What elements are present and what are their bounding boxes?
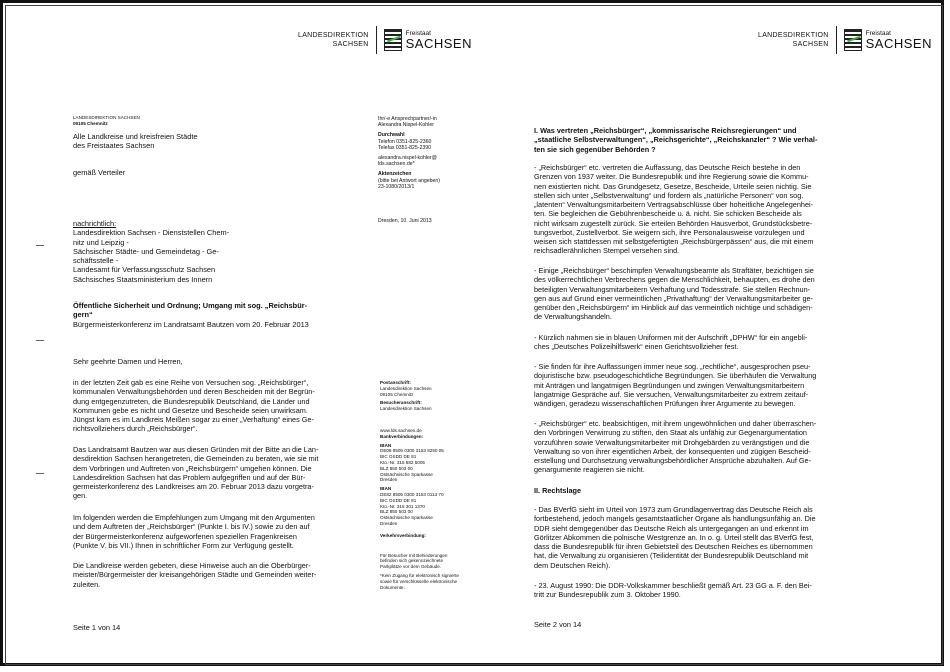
page-number: Seite 1 von 14	[73, 623, 121, 632]
letterhead-logo-page2	[758, 26, 932, 54]
paragraph-1: in der letzten Zeit gab es eine Reihe von Versuchen sog. „Reichsbürger“, kommunalen Verwaltungsbehörden und deren Bescheiden mit der Begrün- dung entgegenzutreten, die Bundesrepublik Deutschland, die Länder und Kommunen gebe es nicht und Gesetze und Bescheide seien unwirksam. Jüngst kam es im Landkreis Meißen sogar zu einer „Verhaftung“ eines Ge- richtsvollziehers durch „Reichsbürger“.	[73, 378, 315, 434]
subject-line: Öffentliche Sicherheit und Ordnung; Umgang mit sog. „Reichsbür- gern“	[73, 301, 308, 320]
letter-date: Dresden, 10. Juni 2013	[378, 218, 432, 224]
section-heading-2: II. Rechtslage	[534, 486, 582, 495]
saxony-crest-icon	[384, 29, 402, 51]
logo-authority-name: LANDESDIREKTION SACHSEN	[298, 32, 369, 48]
sender-line: LANDESDIREKTION SACHSEN 09105 Chemnitz	[73, 115, 140, 126]
distribution-note: gemäß Verteiler	[73, 168, 126, 177]
section-heading-1: I. Was vertreten „Reichsbürger“, „kommissarische Reichsregierungen“ und „staatliche Selbstverwaltungen“, „Reichsgerichte“, „Reichskanzler“ ? Wie verhal- ten sie sich gegenüber Behörden ?	[534, 126, 818, 154]
bullet-6: - Das BVerfG sieht im Urteil von 1973 zum Grundlagenvertrag das Deutsche Reich als fortbestehend, jedoch mangels gesamtstaatlicher Organe als handlungsunfähig an. Die DDR sieht demgegenüber das Deutsche Reich als untergegangen an und erkennt im Görlitzer Abkommen die polnische Westgrenze an. In o. g. Urteil stellt das BVerfG fest, dass die Bundesrepublik für ihren Gebietsteil des Deutschen Reiches es übernommen hat, die Verwaltung zu organisieren (Teilidentität der Bundesrepublik Deutschland mit dem Deutschen Reich).	[534, 505, 816, 570]
hole-mark	[36, 340, 44, 341]
bullet-7: - 23. August 1990: Die DDR-Volkskammer beschließt gemäß Art. 23 GG a. F. den Bei- tritt zur Bundesrepublik zum 3. Oktober 1990.	[534, 581, 812, 600]
bullet-1: - „Reichsbürger“ etc. vertreten die Auffassung, das Deutsche Reich bestehe in den Grenzen von 1937 weiter. Die Bundesrepublik und ihre Regierung sowie die Kommu- nen existierten nicht. Das Grundgesetz, Gesetze, Bescheide, Urteile seien nichtig. Sie stellen sich unter „Selbstverwaltung“ und fordern als „natürliche Personen“ von sog. „latenten“ Verwaltungsmitarbeitern Vertragsabschlüsse über hoheitliche Angelegenhei- ten. Sie begleichen die Gebührenbescheide u. ä. nicht. Sie schicken Bescheide als nicht wirksam zugestellt zurück. Sie erteilen Behörden Hausverbot, Grundstücksbetre- tungsverbot, Zustellverbot. Sie weigern sich, ihre Personalausweise vorzulegen und weisen sich stattdessen mit selbstgefertigten „Reichsbürgerpässen“ aus, die mit einem reichsadlerähnlichen Stempel versehen sind.	[534, 163, 814, 256]
bullet-3: - Kürzlich nahmen sie in blauen Uniformen mit der Aufschrift „DPHW“ für ein angebli- ches „Deutsches Polizeihilfswerk“ einen Gerichtsvollzieher fest.	[534, 333, 808, 352]
salutation: Sehr geehrte Damen und Herren,	[73, 357, 183, 366]
recipient-address: Alle Landkreise und kreisfreien Städte des Freistaates Sachsen	[73, 132, 198, 151]
logo-authority-name: LANDESDIREKTION SACHSEN	[758, 32, 829, 48]
logo-freistaat: Freistaat SACHSEN	[405, 30, 472, 51]
subject-subline: Bürgermeisterkonferenz im Landratsamt Bautzen vom 20. Februar 2013	[73, 320, 309, 329]
bullet-4: - Sie finden für ihre Auffassungen immer neue sog. „rechtliche“, ausgesprochen pseu- dojuristische bzw. pseudogeschichtliche Begründungen. Sie überhäufen die Verwaltung mit Anträgen und langatmigen Begründungen und zwingen Verwaltungsmitarbeitern langatmige Gespräche auf. Sie versuchen, Verwaltungsmitarbeiter zu extrem zeitauf- wändigen, geradezu wissenschaftlichen Prüfungen ihrer Argumente zu bewegen.	[534, 362, 817, 408]
bullet-2: - Einige „Reichsbürger“ beschimpfen Verwaltungsbeamte als Straftäter, bezichtigen sie des völkerrechtlichen Verbrechens gegen die Menschlichkeit, behaupten, es drohe den beteiligten Verwaltungsmitarbeitern Verhaftung und Todesstrafe. Sie stellen Rechnun- gen aus auf Grund einer vermeintlichen „Privathaftung“ der Verwaltungsmitarbeiter ge- genüber den „Reichsbürgern“ im Hinblick auf das vermeintlich nichtige und schädigen- de Verwaltungshandeln.	[534, 266, 815, 322]
cc-block: nachrichtlich: Landesdirektion Sachsen - Dienststellen Chem- nitz und Leipzig - Sächsischer Städte- und Gemeindetag - Ge- schäftsstelle - Landesamt für Verfassungsschutz Sachsen Sächsisches Staatsministerium des Innern	[73, 219, 230, 284]
sidebar-info: Postanschrift: Landesdirektion Sachsen 09105 Chemnitz Besucheranschrift: Landesdirektion Sachsen www.lds.sachsen.de Bankverbindungen: IBAN DE08 8505 0300 3153 8250 05 BIC OSDD DE 81 Kto.-Nr. 315 582 5005 BLZ 850 503 00 Ostsächsische Sparkasse Dresden IBAN DE82 8505 0300 3153 0113 70 BIC OSDD DE 81 Kto.-Nr. 315 301 1370 BLZ 850 503 00 Ostsächsische Sparkasse Dresden Verkehrsverbindung: Für Besucher mit Behinderungen befinden sich gekennzeichnete Parkplätze vor dem Gebäude. *Kein Zugang für elektronisch signierte sowie für verschlüsselte elektronische Dokumente.	[380, 380, 459, 590]
logo-freistaat: Freistaat SACHSEN	[865, 30, 932, 51]
bullet-5: - „Reichsbürger“ etc. beabsichtigen, mit ihrem ungewöhnlichen und daher überraschen- den Vorbringen Verwirrung zu stiften, den Staat als unfähig zur Gegenargumentation vorzuführen sowie Verwaltungsmitarbeiter mit Drohgebärden zu verängstigen und die Verwaltung so von ihrer eigentlichen Arbeit, der konsequenten und zügigen Bescheid- erstellung und Durchsetzung verwaltungsbehördlicher Ansprüche abzuhalten. Auf Ge- genargumente reagieren sie nicht.	[534, 419, 817, 475]
letter-page-1	[8, 8, 474, 662]
contact-block: Ihr/-e Ansprechpartner/-in Alexandra Nispel-Kohler Durchwahl Telefon 0351-825-2360 Telefax 0351-825-2390 alexandra.nispel-kohler@ lds.sachsen.de* Aktenzeichen (bitte bei Antwort angeben) 23-1080/2013/1	[378, 116, 441, 190]
logo-separator	[836, 26, 837, 54]
paragraph-4: Die Landkreise werden gebeten, diese Hinweise auch an die Oberbürger- meister/Bürgermeister der kreisangehörigen Städte und Gemeinden weiter- zuleiten.	[73, 561, 317, 589]
fold-mark-lower	[36, 473, 44, 474]
letter-page-2	[478, 8, 940, 662]
letterhead-logo	[298, 26, 472, 54]
saxony-crest-icon	[844, 29, 862, 51]
page-number-2: Seite 2 von 14	[534, 620, 582, 629]
paragraph-3: Im folgenden werden die Empfehlungen zum Umgang mit den Argumenten und dem Auftreten der „Reichsbürger“ (Punkte I. bis IV.) sowie zu den auf der Bürgermeisterkonferenz aufgeworfenen speziellen Fragenkreisen (Punkte V. bis VII.) Ihnen in schriftlicher Form zur Verfügung gestellt.	[73, 513, 315, 550]
paragraph-2: Das Landratsamt Bautzen war aus diesen Gründen mit der Bitte an die Lan- desdirektion Sachsen herangetreten, die Gemeinden zu beraten, wie sie mit dem Vorbringen und Auftreten von „Reichsbürgern“ umgehen können. Die Landesdirektion Sachsen hat das Problem aufgegriffen und auf der Bür- germeisterkonferenz des Landkreises am 20. Februar 2013 dazu vorgetra- gen.	[73, 445, 319, 501]
fold-mark	[36, 245, 44, 246]
logo-separator	[376, 26, 377, 54]
